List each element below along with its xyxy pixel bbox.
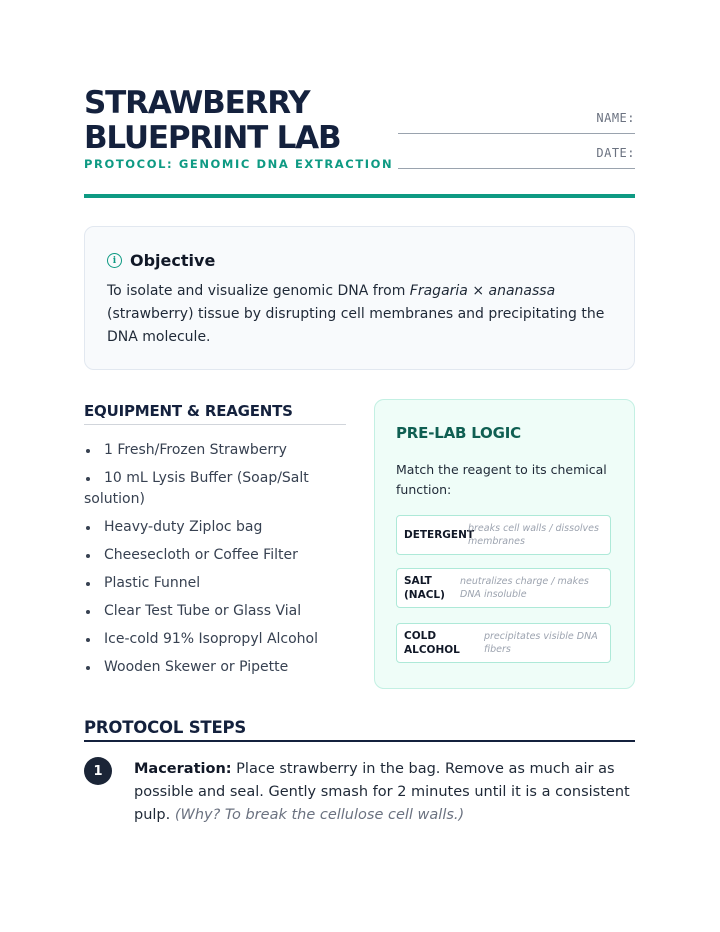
title-line-1: STRAWBERRY [84,85,310,121]
equipment-heading: EQUIPMENT & REAGENTS [84,402,346,425]
match-definition: precipitates visible DNA fibers [484,631,598,655]
objective-text-start: To isolate and visualize genomic DNA from [107,283,410,299]
objective-title: Objective [130,251,216,270]
prelab-instructions: Match the reagent to its chemical function: [396,462,607,497]
equipment-item: Wooden Skewer or Pipette [84,657,346,678]
equipment-item: Clear Test Tube or Glass Vial [84,601,346,622]
match-box-alcohol[interactable] [396,623,611,663]
page-title [84,86,340,156]
date-label: DATE: [596,146,635,160]
objective-header [107,251,215,270]
match-definition: neutralizes charge / makes DNA insoluble [460,576,589,600]
equipment-item: Ice-cold 91% Isopropyl Alcohol [84,629,346,650]
step-body: Place strawberry in the bag. Remove as much air as possible and seal. Gently smash for 2 minutes until it is a consistent pulp. [134,761,630,823]
date-field[interactable] [398,142,635,169]
match-box-detergent[interactable] [396,515,611,555]
step-text [134,758,635,827]
lab-worksheet [84,0,635,932]
name-field[interactable] [398,107,635,134]
match-term: DETERGENT [404,529,475,541]
info-icon: i [107,253,122,268]
objective-card [84,226,635,370]
step-label: Maceration: [134,761,232,777]
species-name: Fragaria × ananassa [409,283,556,299]
equipment-list [84,440,346,685]
equipment-item: Cheesecloth or Coffee Filter [84,545,346,566]
header-divider [84,194,635,198]
equipment-item: 1 Fresh/Frozen Strawberry [84,440,346,461]
prelab-title: PRE-LAB LOGIC [396,424,521,442]
protocol-subtitle: PROTOCOL: GENOMIC DNA EXTRACTION [84,157,394,171]
match-term: COLD ALCOHOL [404,630,460,656]
equipment-item: Plastic Funnel [84,573,346,594]
objective-text-end: (strawberry) tissue by disrupting cell membranes and precipitating the DNA molecule. [107,306,605,345]
objective-text [107,280,617,349]
step-number-badge: 1 [84,757,112,785]
match-term: SALT (NACL) [404,575,445,601]
protocol-heading: PROTOCOL STEPS [84,718,635,742]
equipment-item: 10 mL Lysis Buffer (Soap/Salt solution) [84,468,346,510]
equipment-item: Heavy-duty Ziploc bag [84,517,346,538]
name-label: NAME: [596,111,635,125]
title-line-2: BLUEPRINT LAB [84,120,341,156]
match-definition: breaks cell walls / dissolves membranes [468,523,599,547]
match-box-salt[interactable] [396,568,611,608]
step-note: (Why? To break the cellulose cell walls.) [174,807,465,823]
